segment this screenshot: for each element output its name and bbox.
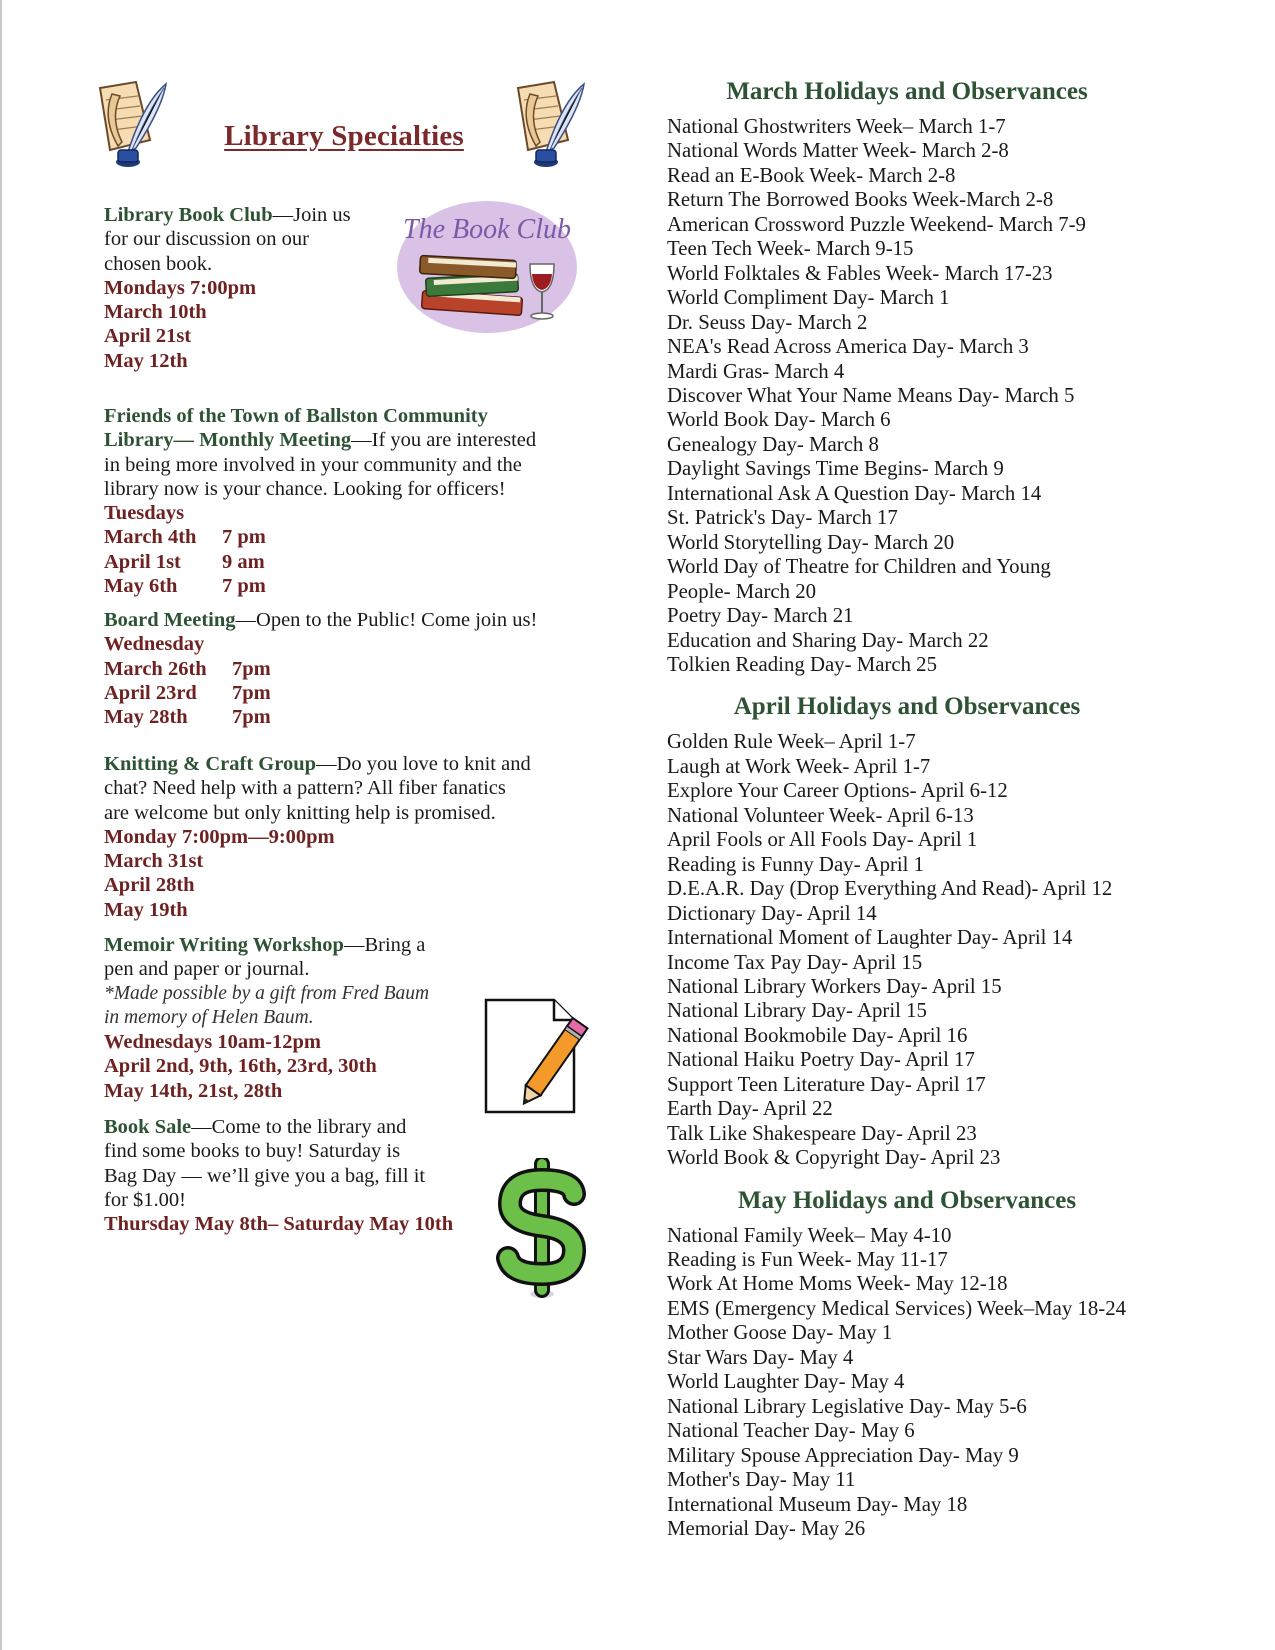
- observance-item: American Crossword Puzzle Weekend- March 7-9: [667, 212, 1086, 236]
- observance-item: Poetry Day- March 21: [667, 604, 854, 628]
- friends-schedule-row: May 6th 7 pm: [104, 575, 266, 598]
- april-list: [667, 730, 1227, 1170]
- observance-item: Talk Like Shakespeare Day- April 23: [667, 1121, 977, 1145]
- friends-desc-1: —If you are interested: [351, 429, 537, 452]
- knitting-date: May 19th: [104, 898, 188, 921]
- observance-item: National Library Workers Day- April 15: [667, 974, 1002, 998]
- friends-section: [104, 404, 584, 598]
- board-meeting-day: Wednesday: [104, 633, 205, 656]
- page-title-wrap: [104, 120, 584, 153]
- observance-item: National Library Legislative Day- May 5-6: [667, 1394, 1027, 1418]
- memoir-name: Memoir Writing Workshop: [104, 934, 344, 956]
- observance-item: Laugh at Work Week- April 1-7: [667, 754, 931, 778]
- observance-item: National Words Matter Week- March 2-8: [667, 139, 1009, 163]
- observance-item: Mardi Gras- March 4: [667, 359, 845, 383]
- friends-schedule-row: April 1st 9 am: [104, 550, 265, 573]
- memoir-section: [104, 933, 464, 1103]
- observance-item: Teen Tech Week- March 9-15: [667, 237, 914, 261]
- book-sale-desc-2: find some books to buy! Saturday is: [104, 1140, 401, 1163]
- book-sale-dates: Thursday May 8th– Saturday May 10th: [104, 1213, 454, 1236]
- may-heading: May Holidays and Observances: [737, 1186, 1077, 1214]
- book-club-day: Mondays 7:00pm: [104, 276, 257, 299]
- knitting-time: Monday 7:00pm—9:00pm: [104, 825, 335, 848]
- observance-item: Return The Borrowed Books Week-March 2-8: [667, 188, 1054, 212]
- may-list: [667, 1224, 1227, 1542]
- book-sale-desc-1: —Come to the library and: [191, 1116, 407, 1138]
- knitting-desc-1: —Do you love to knit and: [316, 753, 531, 775]
- observance-item: World Laughter Day- May 4: [667, 1370, 905, 1394]
- book-sale-desc-4: for $1.00!: [104, 1188, 186, 1211]
- observance-item: National Ghostwriters Week– March 1-7: [667, 115, 1006, 138]
- observance-item: National Library Day- April 15: [667, 999, 927, 1023]
- page-title: Library Specialties: [224, 120, 464, 152]
- observance-item: International Museum Day- May 18: [667, 1492, 968, 1516]
- board-schedule-row: March 26th 7pm: [104, 657, 271, 680]
- board-meeting-name: Board Meeting: [104, 609, 236, 631]
- observance-item: Work At Home Moms Week- May 12-18: [667, 1272, 1008, 1296]
- friends-desc-3: library now is your chance. Looking for officers!: [104, 477, 506, 500]
- board-meeting-desc: —Open to the Public! Come join us!: [235, 609, 538, 631]
- observance-item: Reading is Funny Day- April 1: [667, 852, 925, 876]
- observance-item: Military Spouse Appreciation Day- May 9: [667, 1443, 1019, 1467]
- book-club-desc-2: for our discussion on our: [104, 228, 309, 251]
- book-sale-section: [104, 1115, 484, 1236]
- book-club-name: Library Book Club: [104, 204, 273, 226]
- memoir-desc-1: —Bring a: [343, 934, 426, 956]
- friends-schedule-row: March 4th 7 pm: [104, 526, 266, 549]
- board-schedule-row: May 28th 7pm: [104, 706, 271, 729]
- book-club-logo-text: The Book Club: [403, 214, 571, 245]
- observance-item: Dictionary Day- April 14: [667, 901, 877, 925]
- observance-item: International Moment of Laughter Day- April 14: [667, 926, 1073, 950]
- friends-desc-2: in being more involved in your community and the: [104, 453, 522, 476]
- friends-name: Friends of the Town of Ballston Community: [104, 405, 488, 427]
- observance-item: Read an E-Book Week- March 2-8: [667, 163, 956, 187]
- memoir-note-2: in memory of Helen Baum.: [104, 1006, 314, 1028]
- knitting-name: Knitting & Craft Group: [104, 753, 317, 775]
- book-club-logo: [394, 198, 580, 336]
- knitting-section: [104, 752, 584, 922]
- memoir-time: Wednesdays 10am-12pm: [104, 1031, 321, 1054]
- observance-item: Support Teen Literature Day- April 17: [667, 1072, 986, 1096]
- dollar-sign-icon: [494, 1158, 590, 1298]
- march-heading: March Holidays and Observances: [726, 78, 1088, 105]
- book-club-section: [104, 203, 374, 373]
- knitting-desc-2: chat? Need help with a pattern? All fiber fanatics: [104, 777, 506, 800]
- knitting-desc-3: are welcome but only knitting help is promised.: [104, 801, 496, 824]
- memoir-note-1: *Made possible by a gift from Fred Baum: [104, 982, 430, 1004]
- observance-item: Genealogy Day- March 8: [667, 432, 879, 456]
- observance-item: Education and Sharing Day- March 22: [667, 628, 989, 652]
- memoir-desc-2: pen and paper or journal.: [104, 958, 310, 981]
- book-club-date: April 21st: [104, 325, 192, 348]
- observances-column: [667, 78, 1227, 1541]
- observance-item: World Book & Copyright Day- April 23: [667, 1146, 1001, 1170]
- board-schedule-row: April 23rd 7pm: [104, 681, 271, 704]
- observance-item: National Family Week– May 4-10: [667, 1223, 952, 1247]
- observance-item: Reading is Fun Week- May 11-17: [667, 1248, 948, 1272]
- observance-item: Explore Your Career Options- April 6-12: [667, 779, 1008, 803]
- observance-item: International Ask A Question Day- March 14: [667, 481, 1042, 505]
- memoir-dates: April 2nd, 9th, 16th, 23rd, 30th: [104, 1055, 377, 1078]
- observance-item: People- March 20: [667, 579, 817, 603]
- book-sale-desc-3: Bag Day — we’ll give you a bag, fill it: [104, 1164, 426, 1187]
- paper-pencil-icon: [482, 996, 592, 1116]
- page-edge: [0, 0, 2, 1650]
- observance-item: April Fools or All Fools Day- April 1: [667, 828, 978, 852]
- april-heading: April Holidays and Observances: [733, 693, 1081, 721]
- observance-item: World Compliment Day- March 1: [667, 286, 950, 310]
- march-list: [667, 115, 1227, 677]
- memoir-dates: May 14th, 21st, 28th: [104, 1079, 283, 1102]
- observance-item: Mother's Day- May 11: [667, 1468, 856, 1492]
- observance-item: NEA's Read Across America Day- March 3: [667, 335, 1029, 359]
- board-meeting-section: [104, 608, 584, 729]
- book-club-date: May 12th: [104, 349, 188, 372]
- knitting-date: April 28th: [104, 874, 195, 897]
- observance-item: World Storytelling Day- March 20: [667, 530, 955, 554]
- observance-item: Dr. Seuss Day- March 2: [667, 310, 868, 334]
- observance-item: National Bookmobile Day- April 16: [667, 1023, 968, 1047]
- observance-item: National Volunteer Week- April 6-13: [667, 803, 974, 827]
- observance-item: National Haiku Poetry Day- April 17: [667, 1048, 975, 1072]
- observance-item: EMS (Emergency Medical Services) Week–May 18-24: [667, 1296, 1127, 1320]
- observance-item: Tolkien Reading Day- March 25: [667, 652, 937, 676]
- observance-item: D.E.A.R. Day (Drop Everything And Read)- April 12: [667, 877, 1113, 901]
- observance-item: World Folktales & Fables Week- March 17-23: [667, 261, 1053, 285]
- book-club-desc-3: chosen book.: [104, 252, 213, 275]
- observance-item: St. Patrick's Day- March 17: [667, 506, 898, 530]
- book-club-date: March 10th: [104, 301, 207, 324]
- book-club-desc-1: —Join us: [272, 204, 351, 226]
- observance-item: National Teacher Day- May 6: [667, 1419, 915, 1443]
- friends-name-2: Library— Monthly Meeting: [104, 429, 352, 452]
- observance-item: Memorial Day- May 26: [667, 1517, 866, 1541]
- observance-item: Daylight Savings Time Begins- March 9: [667, 457, 1004, 481]
- observance-item: Mother Goose Day- May 1: [667, 1321, 893, 1345]
- observance-item: Star Wars Day- May 4: [667, 1345, 854, 1369]
- observance-item: Earth Day- April 22: [667, 1097, 833, 1121]
- friends-day: Tuesdays: [104, 502, 185, 525]
- observance-item: World Day of Theatre for Children and Young: [667, 555, 1051, 579]
- knitting-date: March 31st: [104, 850, 204, 873]
- observance-item: World Book Day- March 6: [667, 408, 891, 432]
- observance-item: Discover What Your Name Means Day- March 5: [667, 383, 1075, 407]
- book-sale-name: Book Sale: [104, 1116, 192, 1138]
- observance-item: Golden Rule Week– April 1-7: [667, 730, 916, 754]
- observance-item: Income Tax Pay Day- April 15: [667, 950, 923, 974]
